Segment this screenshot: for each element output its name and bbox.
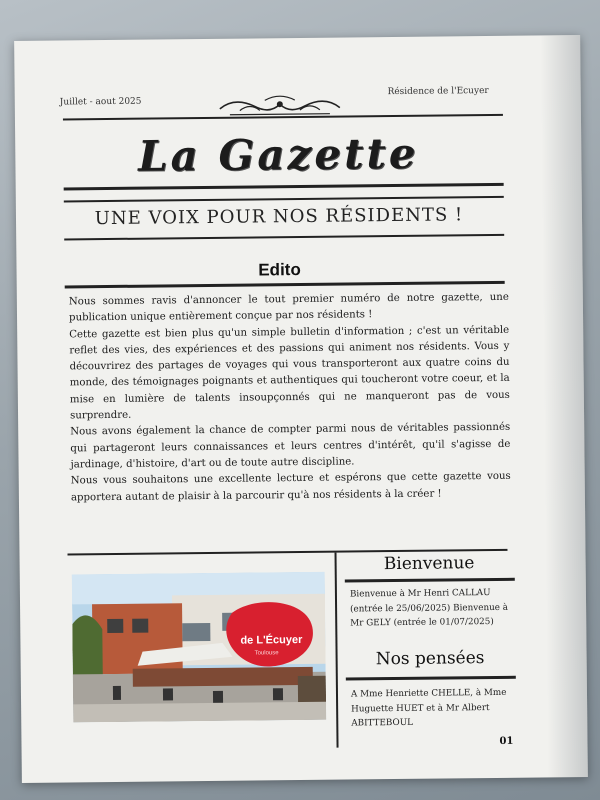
column-divider — [335, 553, 339, 748]
logo-subtext: Toulouse — [254, 650, 279, 657]
residence-name: Résidence de l'Ecuyer — [387, 86, 489, 98]
pensees-rule — [346, 676, 516, 681]
gazette-page — [14, 35, 588, 783]
edito-paragraph: Nous avons également la chance de compter parmi nous de véritables passionnés qui partageront leurs connaissances et leurs centres d'intérêt, qu'il s'agisse de jardinage, d'histoire, d'art ou de toute autre discipline. — [70, 422, 511, 471]
bienvenue-heading: Bienvenue — [383, 553, 475, 575]
title-rule — [64, 183, 504, 191]
subtitle-bottom-rule — [64, 234, 504, 241]
edito-paragraph: Nous vous souhaitons une excellente lecture et espérons que cette gazette vous apportera autant de plaisir à la parcourir qu'à nos résidents à la créer ! — [70, 471, 511, 503]
bienvenue-text: Bienvenue à Mr Henri CALLAU (entrée le 25/06/2025) Bienvenue à Mr GELY (entrée le 01/07/2025) — [349, 588, 509, 629]
edito-body — [69, 290, 511, 506]
edito-paragraph: Nous sommes ravis d'annoncer le tout premier numéro de notre gazette, une publication unique entièrement conçue par nos résidents ! — [68, 291, 509, 324]
bienvenue-rule — [345, 578, 515, 583]
residence-illustration — [72, 572, 327, 723]
page-shadow — [540, 35, 588, 777]
pensees-heading: Nos pensées — [375, 648, 485, 670]
subtitle-top-rule — [64, 196, 504, 203]
edito-rule — [65, 281, 505, 289]
edito-paragraph: Cette gazette est bien plus qu'un simple bulletin d'information ; c'est un véritable reflet des vies, des expériences et des passions qui animent nos résidents. Vous y découvrirez des partages de voyages qui vous transporteront aux quatre coins du monde, des témoignages poignants et authentiques qui toucheront votre coeur, et la mise en lumière de talents insoupçonnés qui ne manqueront pas de vous surprendre. — [69, 324, 510, 422]
edito-heading: Edito — [258, 259, 301, 280]
logo-text: de L'Écuyer — [240, 633, 303, 647]
newspaper-title: La Gazette — [137, 128, 419, 181]
page-number: 01 — [499, 735, 514, 747]
subtitle: UNE VOIX POUR NOS RÉSIDENTS ! — [94, 204, 464, 230]
pensees-text: A Mme Henriette CHELLE, à Mme Huguette HUET et à Mr Albert ABITTEBOUL — [350, 687, 507, 729]
residence-photo — [72, 572, 327, 723]
issue-date: Juillet - aout 2025 — [59, 96, 142, 108]
